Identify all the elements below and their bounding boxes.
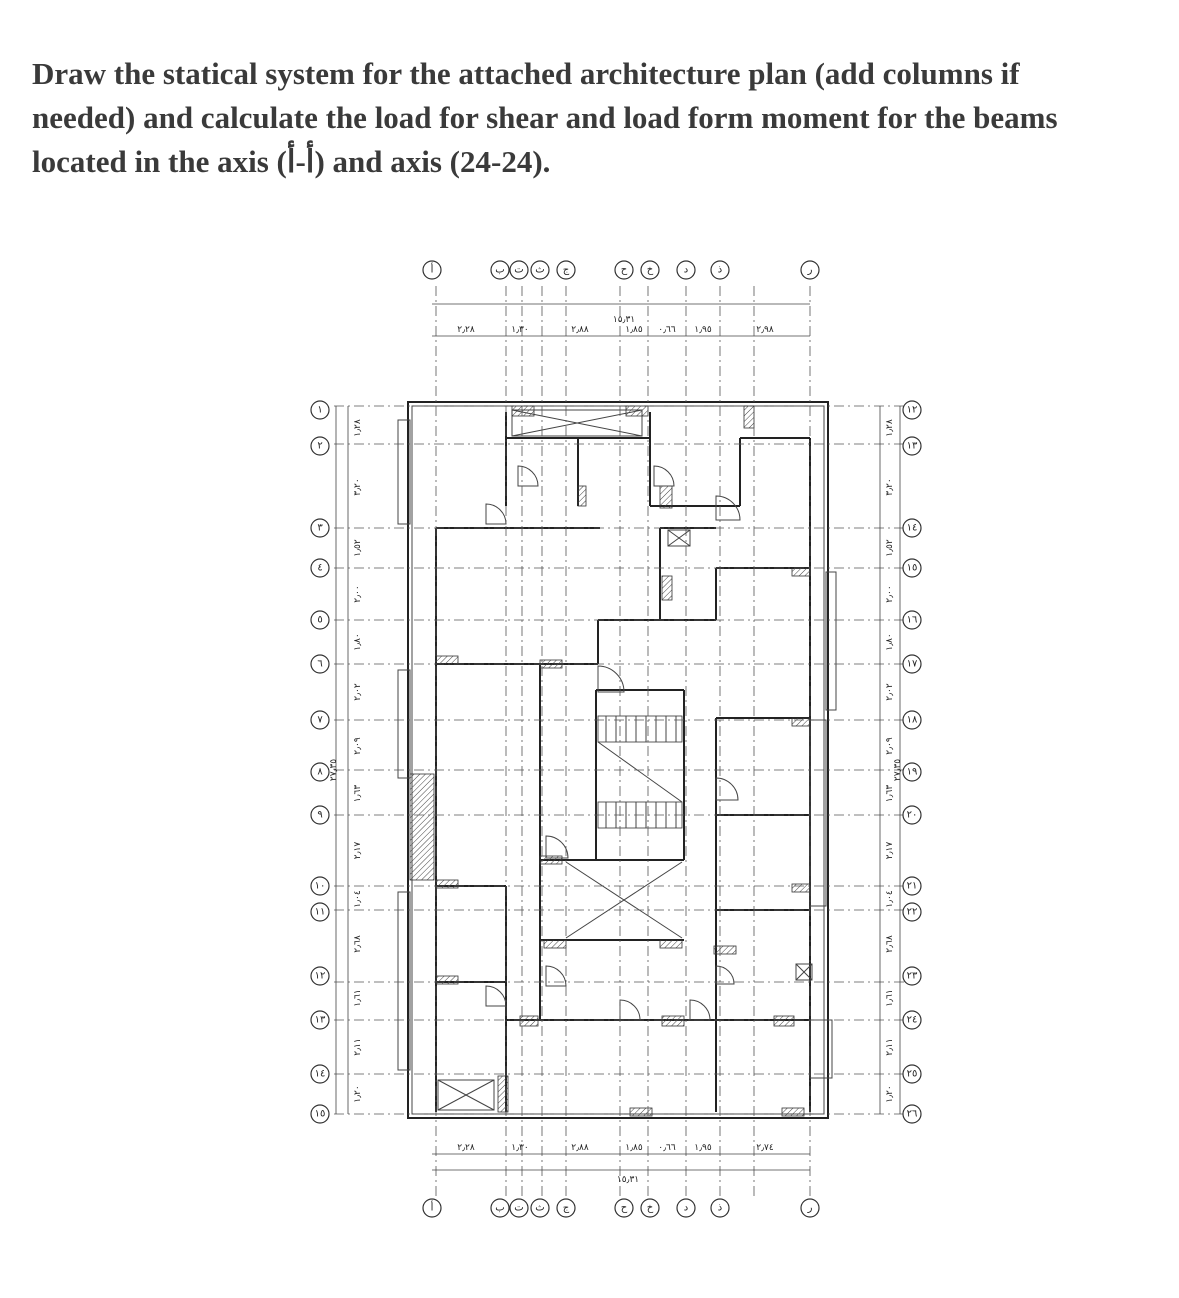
left-axis-bubble-label: ١٤ xyxy=(314,1068,326,1080)
top-chain-dimension: ٢٫٩٨ xyxy=(756,325,774,335)
right-axis-bubble-label: ٢٤ xyxy=(906,1014,918,1026)
right-axis-bubble-label: ١٧ xyxy=(906,658,918,670)
right-overall-dimension: ٢٧٫٣٥ xyxy=(893,758,903,782)
left-chain-dimension: ٢٫٠٩ xyxy=(353,737,363,755)
top-chain-dimension: ٢٫٨٨ xyxy=(571,325,589,335)
left-chain-dimension: ١٫٦٣ xyxy=(353,784,363,803)
left-axis-bubble-label: ٩ xyxy=(317,809,323,821)
top-axis-bubble-label: د xyxy=(683,264,689,276)
left-axis-bubble-label: ١ xyxy=(317,404,323,416)
left-overall-dimension: ٢٧٫٣٥ xyxy=(329,758,339,782)
left-chain-dimension: ١٫٥٢ xyxy=(353,539,363,557)
bottom-chain-dimension: ٢٫٢٨ xyxy=(457,1143,475,1153)
top-axis-bubble-label: ث xyxy=(535,264,545,276)
top-axis-bubble-label: ذ xyxy=(717,264,723,276)
bottom-axis-bubble-label: ت xyxy=(514,1202,524,1214)
right-chain-dimension: ٢٫١٧ xyxy=(885,841,895,860)
left-chain-dimension: ٢٫١٧ xyxy=(353,841,363,860)
bottom-chain-dimension: ١٫٨٥ xyxy=(625,1143,643,1153)
bottom-axis-bubble-label: ب xyxy=(495,1202,505,1214)
right-chain-dimension: ٢٫٠٩ xyxy=(885,737,895,755)
right-chain-dimension: ٢٫١١ xyxy=(885,1038,895,1056)
left-chain-dimension: ٣٫٢٠ xyxy=(353,478,363,496)
top-axis-bubble-label: ر xyxy=(807,264,813,276)
left-axis-bubble-label: ٦ xyxy=(317,658,323,670)
top-axis-bubble-label: ج xyxy=(562,264,570,276)
left-axis-bubble-label: ٣ xyxy=(317,522,323,534)
top-axis-bubble-label: ح xyxy=(620,264,628,276)
left-axis-bubble-label: ٧ xyxy=(317,714,323,726)
right-axis-bubble-label: ٢٣ xyxy=(906,970,918,982)
bottom-overall-dimension: ١٥٫٣١ xyxy=(616,1175,640,1185)
left-axis-bubble-label: ٤ xyxy=(317,562,323,574)
bottom-chain-dimension: ٢٫٧٤ xyxy=(756,1143,774,1153)
left-chain-dimension: ٢٫٠٢ xyxy=(353,683,363,701)
top-axis-bubble-label: ت xyxy=(514,264,524,276)
door-swings xyxy=(486,466,740,1020)
left-axis-bubble-label: ١٥ xyxy=(314,1108,326,1120)
question-line-2: needed) and calculate the load for shear and load form moment for the beams xyxy=(32,100,1058,135)
question-line-1: Draw the statical system for the attached architecture plan (add columns if xyxy=(32,56,1020,91)
left-chain-dimension: ٢٫٠٠ xyxy=(353,585,363,603)
bottom-chain-dimension: ١٫٩٥ xyxy=(694,1143,712,1153)
right-chain-dimension: ١٫٢٨ xyxy=(885,419,895,437)
top-overall-dimension: ١٥٫٣١ xyxy=(612,315,636,325)
right-axis-bubble-label: ١٢ xyxy=(906,404,918,416)
bottom-axis-bubble-label: ث xyxy=(535,1202,545,1214)
shaft-openings xyxy=(438,410,812,1110)
right-axis-bubble-label: ١٦ xyxy=(906,614,918,626)
bottom-axis-bubble-label: ح xyxy=(620,1202,628,1214)
stair xyxy=(598,716,682,828)
right-chain-dimension: ٢٫٠٢ xyxy=(885,683,895,701)
right-axis-bubble-label: ١٣ xyxy=(906,440,918,452)
left-chain-dimension: ١٫٦١ xyxy=(353,989,363,1007)
right-axis-bubble-label: ٢٢ xyxy=(906,906,918,918)
left-chain-dimension: ٢٫٦٨ xyxy=(353,935,363,953)
right-axis-bubble-label: ١٥ xyxy=(906,562,918,574)
right-chain-dimension: ٢٫٠٠ xyxy=(885,585,895,603)
right-axis-bubble-label: ١٩ xyxy=(906,766,918,778)
left-chain-dimension: ١٫٢٠ xyxy=(353,1085,363,1103)
left-axis-bubble-label: ١٠ xyxy=(314,880,326,892)
top-chain-dimension: ٠٫٦٦ xyxy=(658,325,676,335)
top-chain-dimension: ٢٫٢٨ xyxy=(457,325,475,335)
bottom-axis-bubble-label: د xyxy=(683,1202,689,1214)
right-axis-bubble-label: ٢٠ xyxy=(906,809,918,821)
bottom-axis-bubble-label: أ xyxy=(430,1202,434,1214)
bottom-chain-dimension: ٠٫٦٦ xyxy=(658,1143,676,1153)
left-axis-bubble-label: ٢ xyxy=(317,440,323,452)
right-axis-bubble-label: ١٤ xyxy=(906,522,918,534)
bottom-axis-bubble-label: ذ xyxy=(717,1202,723,1214)
right-chain-dimension: ٣٫٢٠ xyxy=(885,478,895,496)
right-chain-dimension: ١٫٨٠ xyxy=(885,633,895,651)
right-chain-dimension: ١٫٦١ xyxy=(885,989,895,1007)
bottom-axis-bubble-label: ج xyxy=(562,1202,570,1214)
left-axis-bubble-label: ٥ xyxy=(317,614,323,626)
right-chain-dimension: ١٫٠٤ xyxy=(885,890,895,908)
top-axis-bubble-label: ب xyxy=(495,264,505,276)
left-chain-dimension: ١٫٨٠ xyxy=(353,633,363,651)
question-line-3: located in the axis (أ-أ) and axis (24-24). xyxy=(32,144,551,179)
left-axis-bubble-label: ١٣ xyxy=(314,1014,326,1026)
hatched-columns xyxy=(410,406,810,1116)
top-axis-bubble-label: أ xyxy=(430,264,434,276)
right-chain-dimension: ٢٫٦٨ xyxy=(885,935,895,953)
top-axis-bubble-label: خ xyxy=(646,264,654,276)
left-chain-dimension: ١٫٢٨ xyxy=(353,419,363,437)
left-axis-bubble-label: ٨ xyxy=(317,766,323,778)
top-chain-dimension: ١٫٣٠ xyxy=(511,325,529,335)
bottom-chain-dimension: ١٫٣٠ xyxy=(511,1143,529,1153)
top-chain-dimension: ١٫٩٥ xyxy=(694,325,712,335)
bottom-axis-bubble-label: ر xyxy=(807,1202,813,1214)
right-chain-dimension: ١٫٢٠ xyxy=(885,1085,895,1103)
bottom-chain-dimension: ٢٫٨٨ xyxy=(571,1143,589,1153)
top-chain-dimension: ١٫٨٥ xyxy=(625,325,643,335)
left-axis-bubble-label: ١١ xyxy=(314,906,326,918)
right-axis-bubble-label: ٢٥ xyxy=(906,1068,918,1080)
right-chain-dimension: ١٫٦٣ xyxy=(885,784,895,803)
left-axis-bubble-label: ١٢ xyxy=(314,970,326,982)
bottom-axis-bubble-label: خ xyxy=(646,1202,654,1214)
left-chain-dimension: ١٫٠٤ xyxy=(353,890,363,908)
right-axis-bubble-label: ١٨ xyxy=(906,714,918,726)
right-axis-bubble-label: ٢١ xyxy=(906,880,918,892)
left-chain-dimension: ٢٫١١ xyxy=(353,1038,363,1056)
balconies xyxy=(398,420,836,1078)
right-chain-dimension: ١٫٥٢ xyxy=(885,539,895,557)
right-axis-bubble-label: ٢٦ xyxy=(906,1108,918,1120)
building-outline xyxy=(408,402,828,1118)
